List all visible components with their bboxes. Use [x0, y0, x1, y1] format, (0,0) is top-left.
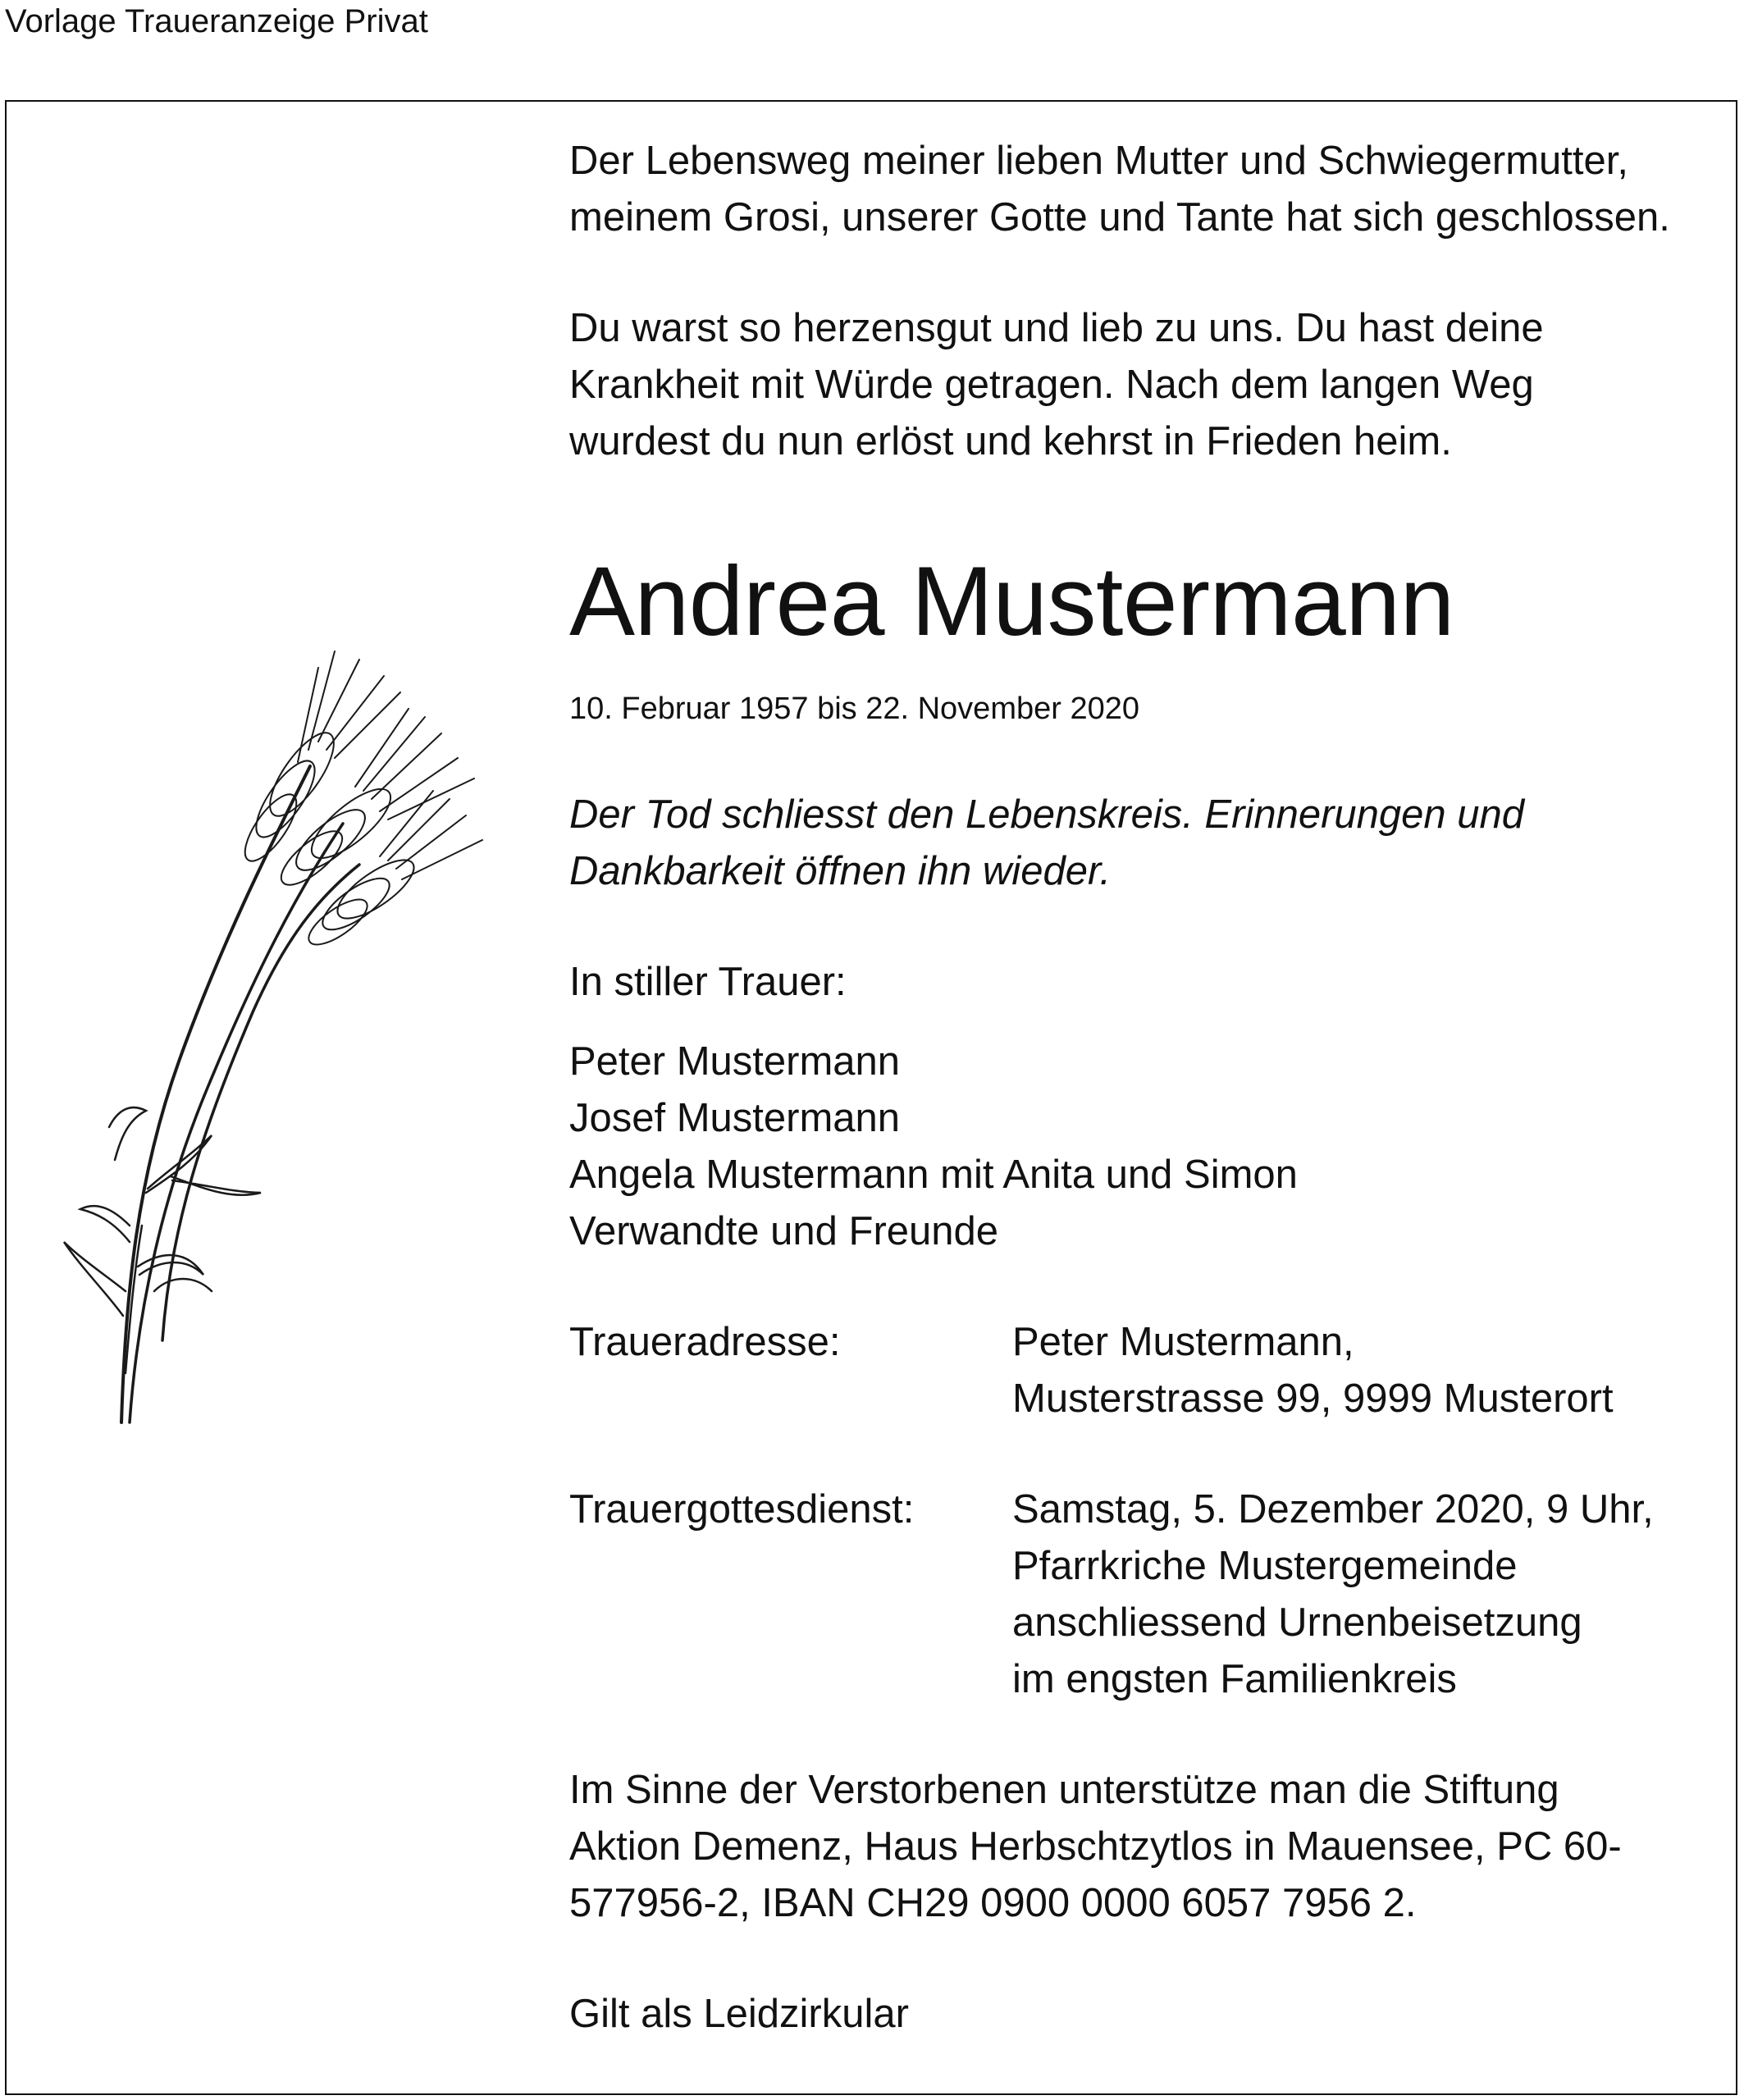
mourner-name: Josef Mustermann [569, 1096, 901, 1140]
donation-line: Im Sinne der Verstorbenen unterstütze man die Stiftung [569, 1768, 1559, 1812]
tribute-text [569, 300, 1718, 470]
obituary-content [569, 133, 1718, 2043]
quote-line: Der Tod schliesst den Lebenskreis. Erinnerungen und [569, 792, 1525, 837]
mourner-name: Verwandte und Freunde [569, 1209, 999, 1253]
service-line: im engsten Familienkreis [1012, 1657, 1457, 1701]
address-line: Musterstrasse 99, 9999 Musterort [1012, 1376, 1614, 1421]
deceased-name: Andrea Mustermann [569, 546, 1454, 656]
service-value [1012, 1481, 1654, 1708]
donation-note [569, 1762, 1718, 1932]
intro-text [569, 133, 1718, 246]
mourning-address [569, 1314, 1718, 1427]
address-value [1012, 1314, 1614, 1427]
mourner-name: Angela Mustermann mit Anita und Simon [569, 1153, 1298, 1197]
mourners-list [569, 1034, 1718, 1260]
service-line: anschliessend Urnenbeisetzung [1012, 1600, 1582, 1645]
tribute-line: Krankheit mit Würde getragen. Nach dem langen Weg [569, 363, 1534, 407]
wheat-ears-icon [48, 553, 491, 1439]
intro-line: Der Lebensweg meiner lieben Mutter und Schwiegermutter, [569, 139, 1629, 183]
mourner-name: Peter Mustermann [569, 1039, 901, 1084]
tribute-line: Du warst so herzensgut und lieb zu uns. Du hast deine [569, 306, 1544, 350]
memorial-quote [569, 787, 1718, 900]
life-dates: 10. Februar 1957 bis 22. November 2020 [569, 692, 1139, 726]
service-label: Trauergottesdienst: [569, 1487, 915, 1532]
address-line: Peter Mustermann, [1012, 1320, 1354, 1364]
closing-note: Gilt als Leidzirkular [569, 1992, 909, 2036]
obituary-frame [5, 100, 1737, 2095]
service-line: Pfarrkriche Mustergemeinde [1012, 1544, 1518, 1588]
document-title: Vorlage Traueranzeige Privat [5, 3, 428, 39]
funeral-service [569, 1481, 1718, 1708]
donation-line: 577956-2, IBAN CH29 0900 0000 6057 7956 2. [569, 1881, 1417, 1925]
mourning-heading: In stiller Trauer: [569, 960, 847, 1004]
service-line: Samstag, 5. Dezember 2020, 9 Uhr, [1012, 1487, 1654, 1532]
address-label: Traueradresse: [569, 1320, 841, 1364]
donation-line: Aktion Demenz, Haus Herbschtzytlos in Mauensee, PC 60- [569, 1824, 1622, 1869]
tribute-line: wurdest du nun erlöst und kehrst in Frieden heim. [569, 419, 1452, 463]
intro-line: meinem Grosi, unserer Gotte und Tante hat sich geschlossen. [569, 195, 1670, 240]
quote-line: Dankbarkeit öffnen ihn wieder. [569, 849, 1112, 893]
